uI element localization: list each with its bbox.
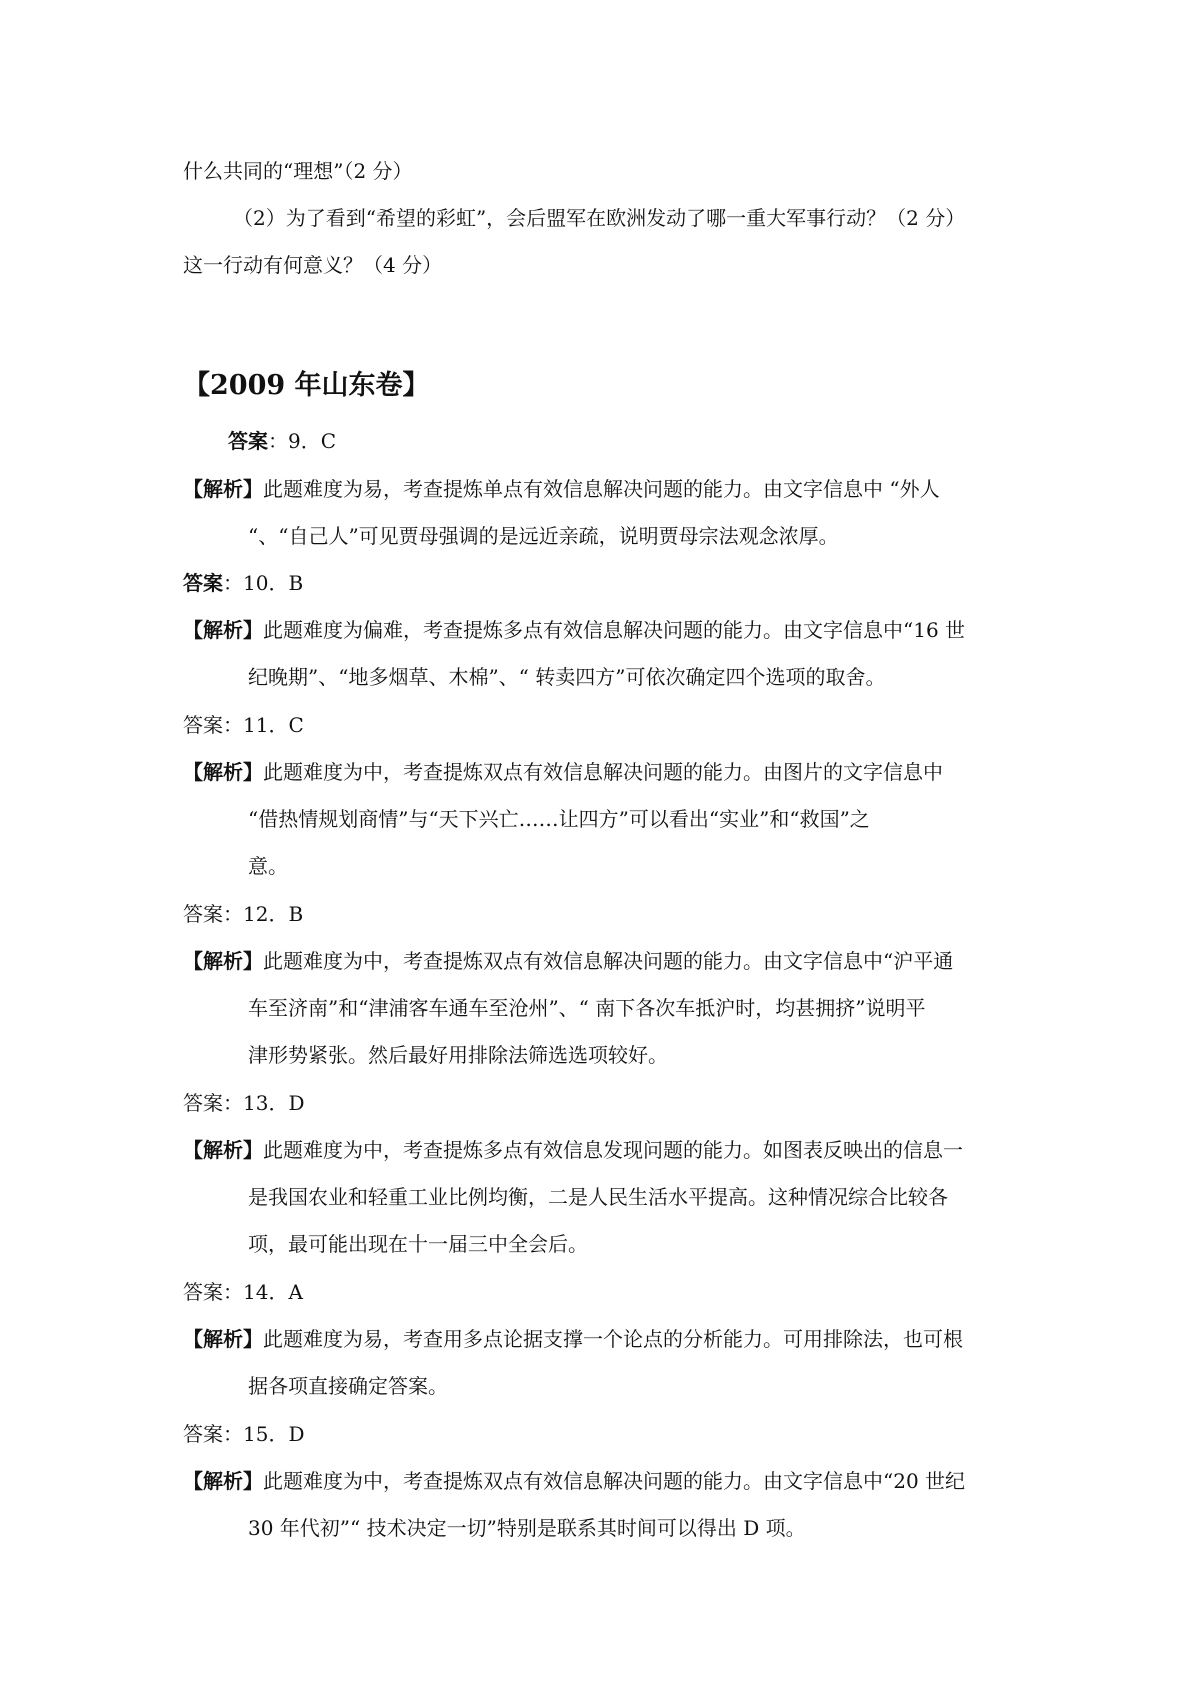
analysis-12-line-3: 津形势紧张。然后最好用排除法筛选选项较好。 <box>248 1043 668 1067</box>
answer-11 <box>183 712 304 738</box>
analysis-9-line-2: “、“自己人”可见贾母强调的是远近亲疏，说明贾母宗法观念浓厚。 <box>248 524 839 548</box>
analysis-text: 此题难度为偏难，考查提炼多点有效信息解决问题的能力。由文字信息中“16 世 <box>263 618 966 642</box>
analysis-11-line-1 <box>183 759 943 785</box>
analysis-10-line-1 <box>183 617 965 643</box>
answer-14 <box>183 1279 303 1305</box>
answer-value: ：14．A <box>223 1280 303 1304</box>
analysis-12-line-2: 车至济南”和“津浦客车通车至沧州”、“ 南下各次车抵沪时，均甚拥挤”说明平 <box>248 996 926 1020</box>
analysis-12-line-1 <box>183 948 953 974</box>
answer-label: 答案 <box>183 571 223 595</box>
answer-label: 答案 <box>183 713 223 737</box>
section-title: 【2009 年山东卷】 <box>183 370 430 401</box>
answer-value: ：10．B <box>223 571 304 595</box>
answer-label: 答案 <box>183 1280 223 1304</box>
analysis-tag: 【解析】 <box>183 1327 263 1351</box>
question-line-1: 什么共同的“理想”（2 分） <box>183 159 413 183</box>
answer-label: 答案 <box>183 1422 223 1446</box>
analysis-tag: 【解析】 <box>183 618 263 642</box>
analysis-11-line-3: 意。 <box>248 854 288 878</box>
analysis-tag: 【解析】 <box>183 1469 263 1493</box>
analysis-14-line-1 <box>183 1326 963 1352</box>
analysis-tag: 【解析】 <box>183 1138 263 1162</box>
answer-label: 答案 <box>228 429 268 453</box>
analysis-13-line-3: 项，最可能出现在十一届三中全会后。 <box>248 1232 588 1256</box>
analysis-text: 此题难度为易，考查提炼单点有效信息解决问题的能力。由文字信息中 “外人 <box>263 477 940 501</box>
answer-13 <box>183 1090 304 1116</box>
answer-10 <box>183 570 303 596</box>
analysis-text: 此题难度为易，考查用多点论据支撑一个论点的分析能力。可用排除法，也可根 <box>263 1327 963 1351</box>
analysis-11-line-2: “借热情规划商情”与“天下兴亡……让四方”可以看出“实业”和“救国”之 <box>248 807 870 831</box>
answer-12 <box>183 901 303 927</box>
answer-value: ：13．D <box>223 1091 305 1115</box>
analysis-13-line-2: 是我国农业和轻重工业比例均衡，二是人民生活水平提高。这种情况综合比较各 <box>248 1185 948 1209</box>
answer-15 <box>183 1421 304 1447</box>
analysis-text: 此题难度为中，考查提炼双点有效信息解决问题的能力。由文字信息中“20 世纪 <box>263 1469 966 1493</box>
answer-value: ：15．D <box>223 1422 305 1446</box>
analysis-tag: 【解析】 <box>183 477 263 501</box>
question-line-2: （2）为了看到“希望的彩虹”，会后盟军在欧洲发动了哪一重大军事行动？（2 分） <box>233 206 966 230</box>
analysis-tag: 【解析】 <box>183 949 263 973</box>
analysis-15-line-1 <box>183 1468 965 1494</box>
analysis-10-line-2: 纪晚期”、“地多烟草、木棉”、“ 转卖四方”可依次确定四个选项的取舍。 <box>248 665 886 689</box>
answer-value: ：12．B <box>223 902 304 926</box>
analysis-9-line-1 <box>183 476 940 502</box>
answer-value: ：9．C <box>268 429 337 453</box>
analysis-text: 此题难度为中，考查提炼双点有效信息解决问题的能力。由图片的文字信息中 <box>263 760 943 784</box>
question-line-3: 这一行动有何意义？（4 分） <box>183 253 443 277</box>
analysis-text: 此题难度为中，考查提炼多点有效信息发现问题的能力。如图表反映出的信息一 <box>263 1138 963 1162</box>
analysis-14-line-2: 据各项直接确定答案。 <box>248 1374 448 1398</box>
answer-label: 答案 <box>183 902 223 926</box>
answer-value: ：11．C <box>223 713 304 737</box>
analysis-15-line-2: 30 年代初”“ 技术决定一切”特别是联系其时间可以得出 D 项。 <box>248 1516 806 1540</box>
answer-label: 答案 <box>183 1091 223 1115</box>
answer-9 <box>228 428 336 454</box>
analysis-text: 此题难度为中，考查提炼双点有效信息解决问题的能力。由文字信息中“沪平通 <box>263 949 954 973</box>
analysis-tag: 【解析】 <box>183 760 263 784</box>
analysis-13-line-1 <box>183 1137 963 1163</box>
